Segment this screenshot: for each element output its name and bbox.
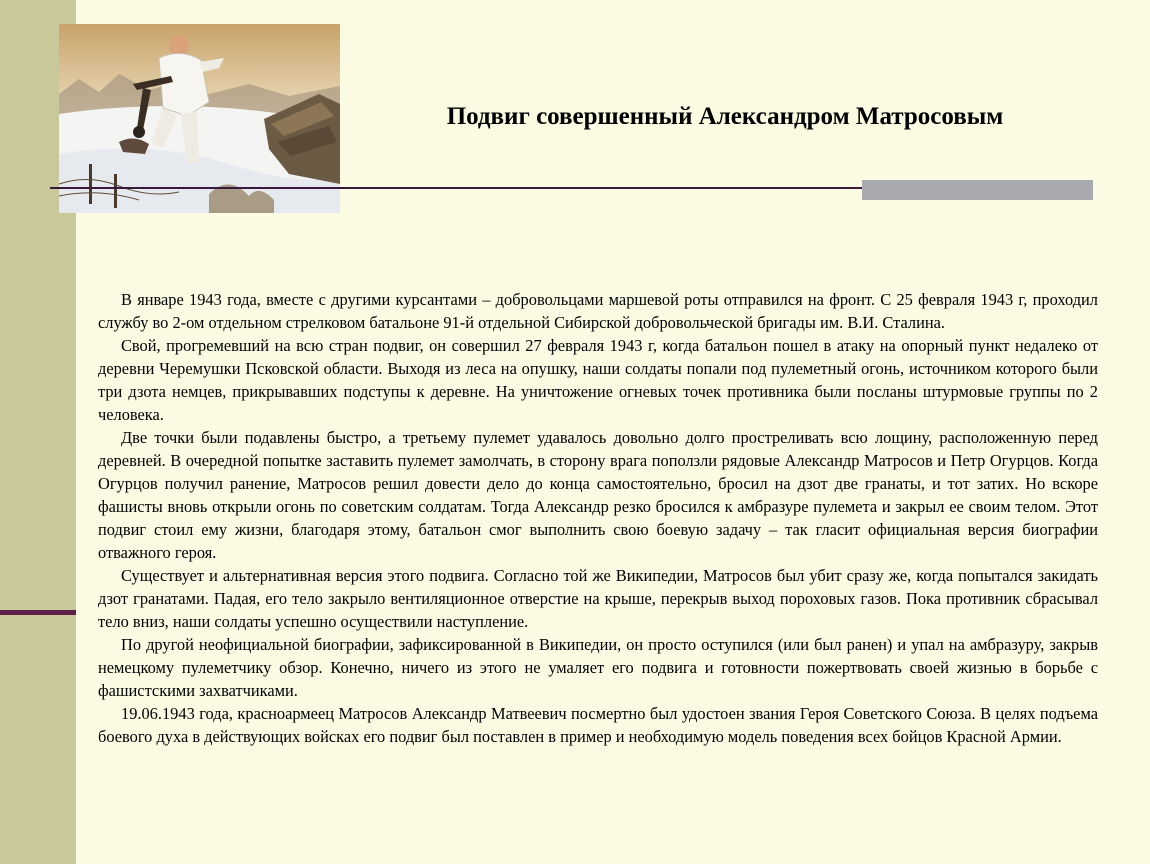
paragraph: Свой, прогремевший на всю стран подвиг, он совершил 27 февраля 1943 г, когда батальон пошел в атаку на опорный пункт недалеко от деревни Черемушки Псковской области. Выходя из леса на опушку, наши солдаты попали под пулеметный огонь, источником которого были три дзота немцев, прикрывавших подступы к деревне. На уничтожение огневых точек противника были посланы штурмовые группы по 2 человека.: [98, 336, 1098, 424]
paragraph: 19.06.1943 года, красноармеец Матросов Александр Матвеевич посмертно был удостоен звания Героя Советского Союза. В целях подъема боевого духа в действующих войсках его подвиг был поставлен в пример и необходимую модель поведения всех бойцов Красной Армии.: [98, 704, 1098, 746]
slide-title: Подвиг совершенный Александром Матросовым: [446, 103, 1004, 130]
soldier-painting: [59, 24, 340, 213]
slide-body: [98, 288, 1098, 748]
paragraph: В январе 1943 года, вместе с другими курсантами – добровольцами маршевой роты отправился на фронт. С 25 февраля 1943 г, проходил службу во 2-ом отдельном стрелковом батальоне 91-й отдельной Сибирской добровольческой бригады им. В.И. Сталина.: [98, 290, 1098, 332]
painting-image: [59, 24, 340, 213]
left-accent-line: [0, 610, 76, 615]
paragraph: По другой неофициальной биографии, зафиксированной в Википедии, он просто оступился (или был ранен) и упал на амбразуру, закрыв немецкому пулеметчику обзор. Конечно, ничего из этого не умаляет его подвига и готовности пожертвовать своей жизнью в борьбе с фашистскими захватчиками.: [98, 635, 1098, 700]
paragraph: Существует и альтернативная версия этого подвига. Согласно той же Википедии, Матросов был убит сразу же, когда попытался закидать дзот гранатами. Падая, его тело закрыло вентиляционное отверстие на крыше, перекрыв выход пороховых газов. Пока противник сбрасывал тело вниз, наши солдаты успешно осуществили наступление.: [98, 566, 1098, 631]
decor-gray-bar: [862, 180, 1093, 200]
paragraph: Две точки были подавлены быстро, а третьему пулемет удавалось довольно долго простреливать всю лощину, расположенную перед деревней. В очередной попытке заставить пулемет замолчать, в сторону врага поползли рядовые Александр Матросов и Петр Огурцов. Когда Огурцов получил ранение, Матросов решил довести дело до конца самостоятельно, бросил на дзот две гранаты, и тот затих. Но вскоре фашисты вновь открыли огонь по советским солдатам. Тогда Александр резко бросился к амбразуре пулемета и закрыл ее своим телом. Этот подвиг стоил ему жизни, благодаря этому, батальон смог выполнить свою боевую задачу – так гласит официальная версия биографии отважного героя.: [98, 428, 1098, 562]
